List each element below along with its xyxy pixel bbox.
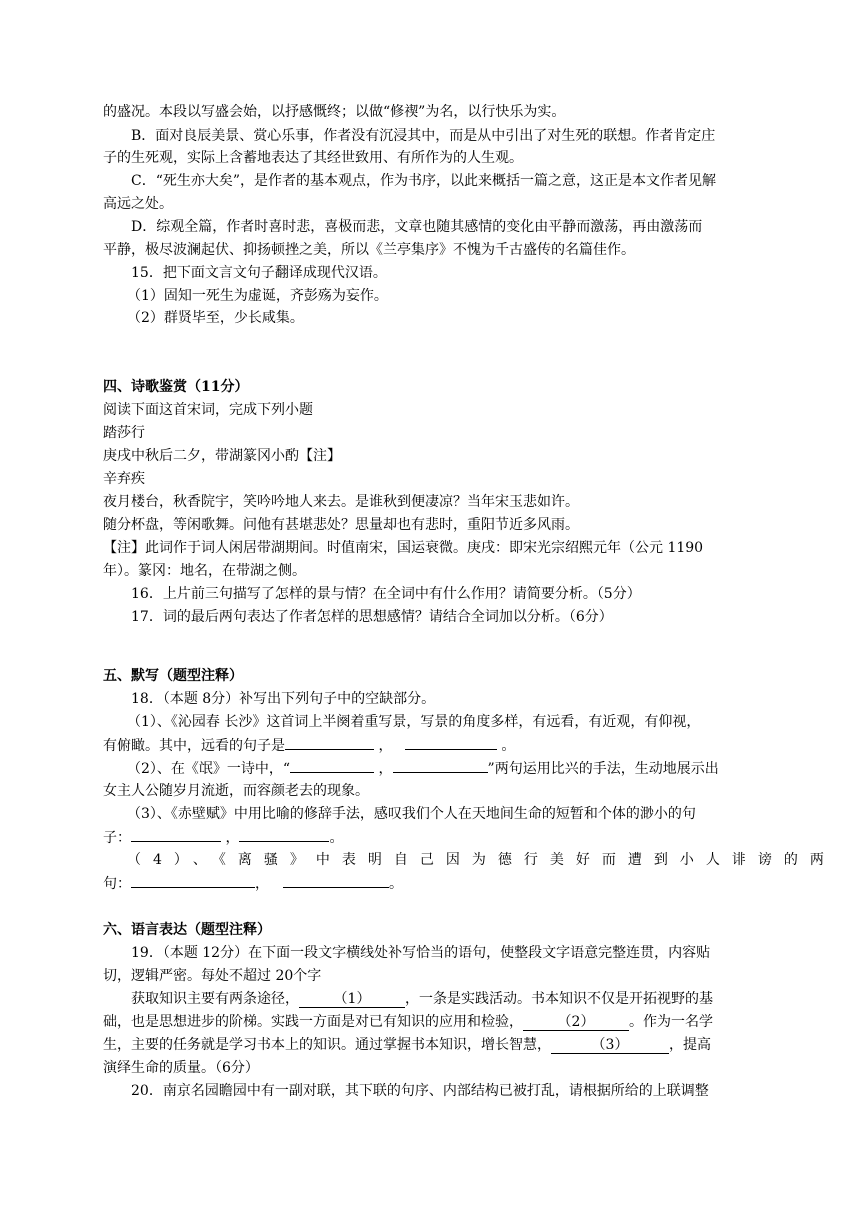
option-c-line1: C．“死生亦大矣”，是作者的基本观点，作为书序，以此来概括一篇之意，这正是本文作者见解: [131, 173, 717, 189]
question-18: 18．（本题 8分）补写出下列句子中的空缺部分。: [131, 691, 436, 707]
answer-blank[interactable]: [283, 873, 389, 888]
question-15: 15．把下面文言文句子翻译成现代汉语。: [131, 265, 387, 281]
dictation-item-3-line2: 子： ， 。: [103, 827, 343, 848]
question-15-item-1: （1）固知一死生为虚诞，齐彭殇为妄作。: [127, 288, 388, 304]
poem-preface: 庚戌中秋后二夕，带湖篆冈小酌【注】: [103, 448, 341, 464]
text: 子：: [103, 830, 131, 846]
text: ”两句运用比兴的手法，生动地展示出: [487, 761, 719, 777]
passage-line1: [131, 989, 713, 1009]
dictation-item-3-line1: （3）、《赤壁赋》中用比喻的修辞手法，感叹我们个人在天地间生命的短暂和个体的渺小的句: [127, 806, 696, 822]
answer-blank[interactable]: [131, 827, 221, 842]
section-heading-dictation: 五、默写（题型注释）: [103, 668, 243, 684]
answer-blank[interactable]: [131, 873, 255, 888]
passage-line4: 演绎生命的质量。（6分）: [103, 1060, 259, 1076]
dictation-item-4-line2: 句： ， 。: [103, 873, 403, 894]
dictation-item-2-line1: （2）、在《氓》一诗中，“ ， ”两句运用比兴的手法，生动地展示出: [127, 758, 719, 779]
answer-blank[interactable]: [239, 827, 329, 842]
answer-blank[interactable]: [405, 735, 497, 750]
text: （2）、在《氓》一诗中，“: [127, 761, 291, 777]
option-d-line2: 平静，极尽波澜起伏、抑扬顿挫之美，所以《兰亭集序》不愧为千古盛传的名篇佳作。: [103, 242, 635, 258]
option-b-line2: 子的生死观，实际上含蓄地表达了其经世致用、有所作为的人生观。: [103, 150, 523, 166]
option-b-line1: B．面对良辰美景、赏心乐事，作者没有沉浸其中，而是从中引出了对生死的联想。作者肯定庄: [131, 128, 716, 144]
passage-line2: [103, 1012, 713, 1032]
poem-title: 踏莎行: [103, 425, 145, 441]
question-15-item-2: （2）群贤毕至，少长咸集。: [127, 310, 304, 326]
poem-note-line1: 【注】此词作于词人闲居带湖期间。时值南宋，国运衰微。庚戌：即宋光宗绍熙元年（公元 1190: [103, 540, 704, 556]
answer-blank-2[interactable]: （2）: [523, 1014, 629, 1031]
text: 句：: [103, 876, 131, 892]
dictation-item-4-line1: （4）、《离骚》中表明自己因为德行美好而遭到小人诽谤的两: [127, 852, 836, 868]
question-20: 20．南京名园瞻园中有一副对联，其下联的句序、内部结构已被打乱，请根据所给的上联调整: [131, 1083, 709, 1099]
question-16: 16．上片前三句描写了怎样的景与情？在全词中有什么作用？请简要分析。（5分）: [131, 586, 641, 602]
poetry-instruction: 阅读下面这首宋词，完成下列小题: [103, 402, 313, 418]
question-19-line1: 19．（本题 12分）在下面一段文字横线处补写恰当的语句，使整段文字语意完整连贯，内容贴: [131, 945, 711, 961]
poem-line-1: 夜月楼台，秋香院宇，笑吟吟地人来去。是谁秋到便凄凉？当年宋玉悲如许。: [103, 494, 579, 510]
text: ，一条是实践活动。书本知识不仅是开拓视野的基: [405, 991, 713, 1007]
text: 。作为一名学: [629, 1014, 713, 1030]
poem-note-line2: 年）。篆冈：地名，在带湖之侧。: [103, 563, 306, 579]
answer-blank[interactable]: [290, 758, 374, 773]
dictation-item-1-line1: （1）、《沁园春 长沙》这首词上半阕着重写景，写景的角度多样，有远看，有近观，有仰视，: [127, 714, 701, 730]
answer-blank[interactable]: [285, 735, 374, 750]
text: 础，也是思想进步的阶梯。实践一方面是对已有知识的应用和检验，: [103, 1014, 523, 1030]
passage-line3: [103, 1035, 711, 1055]
text: 获取知识主要有两条途径，: [131, 991, 299, 1007]
dictation-item-2-line2: 女主人公随岁月流逝，而容颜老去的现象。: [103, 783, 369, 799]
question-17: 17．词的最后两句表达了作者怎样的思想感情？请结合全词加以分析。（6分）: [131, 609, 613, 625]
text-line: 的盛况。本段以写盛会始，以抒感慨终；以做“修禊”为名，以行快乐为实。: [103, 104, 566, 120]
text: ，提高: [669, 1037, 711, 1053]
option-c-line2: 高远之处。: [103, 196, 173, 212]
text: 生，主要的任务就是学习书本上的知识。通过掌握书本知识，增长智慧，: [103, 1037, 551, 1053]
question-19-line2: 切，逻辑严密。每处不超过 20个字: [103, 968, 322, 984]
answer-blank[interactable]: [393, 758, 488, 773]
answer-blank-1[interactable]: （1）: [299, 991, 405, 1008]
poem-author: 辛弃疾: [103, 471, 145, 487]
option-d-line1: D．综观全篇，作者时喜时悲，喜极而悲，文章也随其感情的变化由平静而激荡，再由激荡而: [131, 219, 703, 235]
section-heading-expression: 六、语言表达（题型注释）: [103, 922, 271, 938]
section-heading-poetry: 四、诗歌鉴赏（11分）: [103, 379, 249, 395]
dictation-item-1-line2: 有俯瞰。其中，远看的句子是 ， 。: [103, 735, 515, 756]
answer-blank-3[interactable]: （3）: [551, 1037, 669, 1054]
text: 有俯瞰。其中，远看的句子是: [103, 738, 285, 754]
poem-line-2: 随分杯盘，等闲歌舞。问他有甚堪悲处？思量却也有悲时，重阳节近多风雨。: [103, 517, 579, 533]
